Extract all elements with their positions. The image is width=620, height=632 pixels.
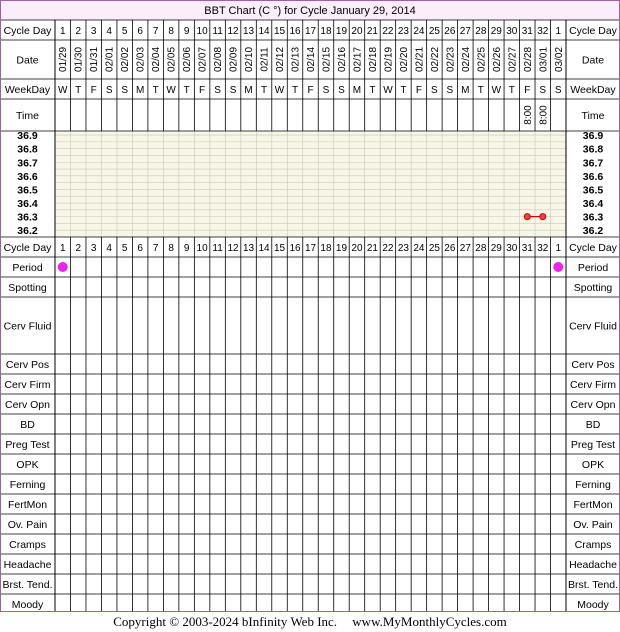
date-label-left: Date [16,54,39,67]
date-value: 02/01 [104,46,116,73]
row-label-cerv-firm-left: Cerv Firm [4,379,51,391]
cycle-day-number-2: 17 [304,243,317,254]
weekday-letter: S [229,85,237,96]
weekday-letter: F [307,85,314,96]
cycle-day-number-2: 10 [196,243,208,254]
weekday-letter: M [352,85,362,96]
cycle-day-number: 31 [521,26,533,37]
cycle-day-number-2: 7 [152,243,159,254]
temp-tick-right: 36.8 [582,143,604,156]
cycle-day-number-2: 1 [59,243,66,254]
date-value: 02/20 [398,46,410,73]
date-value: 02/06 [182,46,194,73]
date-value: 02/26 [491,46,503,73]
date-value: 02/15 [321,46,333,73]
cycle-day-label-2-left: Cycle Day [3,242,52,254]
weekday-letter: S [431,85,438,96]
row-label-cerv-opn-right: Cerv Opn [570,399,616,411]
temp-tick-right: 36.4 [582,198,604,211]
row-label-fertmon-right: FertMon [573,499,613,511]
temperature-point [524,214,530,220]
weekday-letter: W [383,85,393,96]
date-value: 02/11 [259,47,271,72]
cycle-day-number: 13 [242,26,255,37]
cycle-day-number-2: 15 [273,243,286,254]
temp-tick-left: 36.3 [17,211,38,224]
cycle-day-number: 22 [382,26,394,37]
row-label-headache-left: Headache [3,559,52,571]
date-value: 02/25 [476,46,488,73]
time-label-right: Time [581,110,605,122]
date-value: 02/19 [383,46,395,73]
weekday-letter: M [461,85,470,96]
cycle-day-number-2: 1 [555,243,562,254]
weekday-letter: T [183,85,190,96]
site-link[interactable]: www.MyMonthlyCycles.com [352,614,507,629]
cycle-day-number: 9 [183,26,190,37]
cycle-day-number: 28 [475,26,487,37]
cycle-day-number-2: 14 [258,243,270,254]
weekday-label-left: WeekDay [4,84,51,96]
row-label-cerv-fluid-left: Cerv Fluid [3,320,52,333]
cycle-day-number-2: 6 [137,243,143,254]
row-label-cerv-opn-left: Cerv Opn [5,399,50,411]
cycle-day-number-2: 13 [242,243,255,254]
date-label-right: Date [581,54,605,67]
cycle-day-number: 24 [413,26,425,37]
row-label-spotting-left: Spotting [8,282,47,294]
cycle-day-number-2: 8 [168,243,174,254]
cycle-day-label-2-right: Cycle Day [569,242,617,254]
date-value: 02/08 [213,46,225,73]
cycle-day-number: 6 [137,26,143,37]
cycle-day-number: 27 [459,26,471,37]
weekday-letter: W [166,85,176,96]
row-label-ov-pain-left: Ov. Pain [7,519,48,531]
row-label-headache-right: Headache [569,559,617,571]
cycle-day-number: 12 [227,26,239,37]
weekday-label-right: WeekDay [570,84,616,96]
cycle-day-number: 3 [90,26,97,37]
weekday-letter: F [524,85,531,96]
temp-tick-right: 36.7 [582,157,604,170]
cycle-day-label-right: Cycle Day [569,25,617,37]
date-value: 01/30 [73,46,85,73]
temp-tick-right: 36.5 [582,184,604,197]
weekday-letter: W [58,85,68,96]
cycle-day-number-2: 20 [351,243,363,254]
date-value: 03/01 [538,46,550,73]
row-label-cramps-right: Cramps [574,539,612,551]
time-value: 8:00 [522,105,534,125]
temp-tick-right: 36.2 [582,225,604,238]
cycle-day-number-2: 12 [227,243,239,254]
row-label-spotting-right: Spotting [573,282,613,294]
date-value: 02/16 [336,46,348,73]
weekday-letter: S [554,85,562,96]
weekday-letter: S [214,85,221,96]
row-label-ferning-right: Ferning [575,479,611,491]
row-label-fertmon-left: FertMon [7,499,48,511]
temperature-point [540,214,546,220]
date-value: 02/04 [151,46,163,73]
temp-tick-left: 36.5 [17,184,38,197]
cycle-day-number-2: 22 [382,243,394,254]
weekday-letter: T [260,85,268,96]
row-label-opk-right: OPK [581,459,605,471]
row-label-moody-right: Moody [577,599,609,611]
cycle-day-number: 14 [258,26,270,37]
date-value: 02/27 [507,46,519,73]
weekday-letter: T [477,85,484,96]
temp-tick-left: 36.4 [17,198,38,211]
cycle-day-number: 8 [168,26,174,37]
temp-tick-left: 36.7 [17,157,38,170]
cycle-day-number-2: 9 [183,243,190,254]
cycle-day-number-2: 32 [537,243,549,254]
date-value: 02/24 [460,46,472,73]
temp-tick-right: 36.9 [582,130,604,143]
row-label-cramps-left: Cramps [9,539,46,551]
date-value: 03/02 [553,46,565,73]
weekday-letter: T [369,85,376,96]
cycle-day-number: 18 [320,26,332,37]
weekday-letter: S [446,85,454,96]
date-value: 02/22 [429,46,441,73]
date-value: 02/14 [306,46,317,73]
cycle-day-number: 21 [366,26,379,37]
cycle-day-number-2: 5 [121,243,128,254]
temp-tick-left: 36.6 [17,170,38,183]
cycle-day-number: 32 [537,26,549,37]
cycle-day-number-2: 23 [397,243,409,254]
copyright-text: Copyright © 2003-2024 bInfinity Web Inc. [113,614,338,629]
weekday-letter: S [121,85,129,96]
time-label-left: Time [16,110,39,122]
row-label-bd-right: BD [585,419,601,431]
row-label-period-right: Period [577,262,609,274]
cycle-day-number: 11 [212,26,223,37]
cycle-day-number: 30 [506,26,518,37]
temp-tick-left: 36.9 [17,130,38,143]
date-value: 02/21 [414,46,426,73]
cycle-day-label-left: Cycle Day [3,25,52,37]
cycle-day-number-2: 25 [428,243,440,254]
weekday-letter: W [491,85,502,96]
row-label-cerv-pos-right: Cerv Pos [571,359,615,371]
cycle-day-number-2: 16 [289,243,301,254]
temp-tick-right: 36.3 [582,211,604,224]
weekday-letter: M [244,85,253,96]
cycle-day-number-2: 4 [106,243,112,254]
cycle-day-number-2: 29 [490,243,502,254]
weekday-letter: F [199,85,206,96]
cycle-day-number-2: 21 [366,243,379,254]
row-label-ferning-left: Ferning [9,479,46,491]
cycle-day-number: 19 [335,26,348,37]
date-value: 02/23 [445,46,457,73]
date-value: 02/02 [120,46,132,73]
weekday-letter: T [508,85,515,96]
date-value: 02/10 [244,46,256,73]
date-value: 02/09 [228,46,240,73]
row-label-bd-left: BD [20,419,35,431]
row-label-ov-pain-right: Ov. Pain [573,519,613,531]
date-value: 02/12 [275,46,287,73]
date-value: 02/28 [522,46,534,73]
weekday-letter: T [400,85,407,96]
cycle-day-number: 29 [490,26,502,37]
weekday-letter: S [539,85,547,96]
cycle-day-number-2: 27 [459,243,471,254]
cycle-day-number: 10 [196,26,208,37]
temp-tick-left: 36.8 [17,143,38,156]
date-value: 02/18 [367,46,379,73]
cycle-day-number: 17 [304,26,317,37]
weekday-letter: T [75,85,82,96]
row-label-cerv-firm-right: Cerv Firm [569,379,617,391]
weekday-letter: S [105,85,113,96]
cycle-day-number-2: 3 [90,243,97,254]
cycle-day-number: 5 [121,26,128,37]
row-label-brst-tend--right: Brst. Tend. [568,579,618,591]
weekday-letter: T [152,85,159,96]
cycle-day-number-2: 18 [320,243,332,254]
cycle-day-number-2: 2 [75,243,82,254]
time-value: 8:00 [538,105,550,125]
cycle-day-number: 1 [555,26,562,37]
cycle-day-number: 4 [106,26,112,37]
cycle-day-number: 15 [273,26,286,37]
row-label-cerv-pos-left: Cerv Pos [5,359,50,371]
temp-tick-left: 36.2 [17,225,38,238]
cycle-day-number: 20 [351,26,363,37]
weekday-letter: F [90,85,97,96]
cycle-day-number: 16 [289,26,301,37]
cycle-day-number-2: 28 [475,243,487,254]
row-label-cerv-fluid-right: Cerv Fluid [569,320,617,333]
cycle-day-number: 1 [59,26,66,37]
weekday-letter: W [274,85,285,96]
row-label-moody-left: Moody [11,599,44,611]
date-value: 01/29 [58,46,70,73]
date-value: 02/17 [352,46,364,73]
cycle-day-number-2: 31 [521,243,533,254]
cycle-day-number: 2 [75,26,82,37]
date-value: 02/13 [290,46,302,73]
date-value: 02/05 [166,46,178,73]
cycle-day-number-2: 11 [212,243,223,254]
cycle-day-number: 26 [444,26,456,37]
weekday-letter: T [291,85,299,96]
row-label-brst-tend--left: Brst. Tend. [2,579,53,591]
date-value: 01/31 [89,46,101,73]
cycle-day-number-2: 24 [413,243,425,254]
weekday-letter: S [322,85,330,96]
date-value: 02/07 [197,46,209,73]
period-marker [553,262,563,272]
row-label-preg-test-right: Preg Test [570,439,616,451]
cycle-day-number-2: 19 [335,243,348,254]
cycle-day-number: 7 [152,26,159,37]
row-label-opk-left: OPK [16,459,39,471]
weekday-letter: F [415,85,422,96]
cycle-day-number: 23 [397,26,409,37]
cycle-day-number: 25 [428,26,440,37]
copyright-footer [0,612,620,632]
weekday-letter: S [338,85,345,96]
row-label-period-left: Period [12,262,43,274]
cycle-day-number-2: 30 [506,243,518,254]
date-value: 02/03 [135,46,147,73]
temperature-plot-area [55,131,566,237]
temp-tick-right: 36.6 [582,170,604,183]
weekday-letter: M [135,85,145,96]
chart-title: BBT Chart (C °) for Cycle January 29, 2014 [204,5,416,17]
period-marker [58,262,68,272]
cycle-day-number-2: 26 [444,243,456,254]
row-label-preg-test-left: Preg Test [5,439,50,451]
